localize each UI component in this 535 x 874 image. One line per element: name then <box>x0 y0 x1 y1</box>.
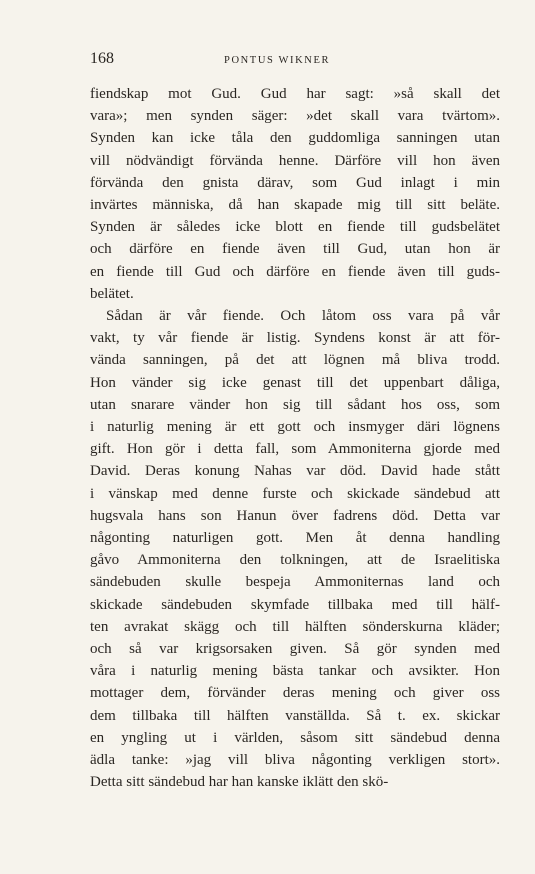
text-line: fiendskap mot Gud. Gud har sagt: »så skall det <box>90 86 500 102</box>
text-line: ten avrakat skägg och till hälften sönderskurna kläder; <box>90 618 500 635</box>
text-line: vända sanningen, på det att lögnen må bliva trodd. <box>90 352 500 369</box>
text-line: förvända den gnista därav, som Gud inlagt i min <box>90 174 500 191</box>
text-line: och därföre en fiende även till Gud, utan hon är <box>90 241 500 258</box>
text-line: någonting naturligen gott. Men åt denna handling <box>90 530 500 547</box>
text-line: hugsvala hans son Hanun över fadrens död. Detta var <box>90 507 500 524</box>
text-line: vakt, ty vår fiende är listig. Syndens konst är att för- <box>90 330 500 347</box>
text-line: och så var krigsorsaken given. Så gör synden med <box>90 641 500 658</box>
page-header <box>90 50 505 68</box>
text-line: Sådan är vår fiende. Och låtom oss vara på vår <box>106 308 500 325</box>
text-line: en fiende till Gud och därföre en fiende även till guds- <box>90 263 500 280</box>
text-line: Detta sitt sändebud har han kanske iklätt den skö- <box>90 774 389 791</box>
text-line: i vänskap med denne furste och skickade sändebud att <box>90 485 500 502</box>
paragraph <box>90 83 500 305</box>
text-line: en yngling ut i världen, såsom sitt sändebud denna <box>90 729 500 746</box>
text-line: våra i naturlig mening bästa tankar och avsikter. Hon <box>90 663 500 680</box>
running-head: PONTUS WIKNER <box>224 55 331 66</box>
text-line: skickade sändebuden skymfade tillbaka med till hälf- <box>90 596 500 613</box>
text-line: dem tillbaka till hälften vanställda. Så t. ex. skickar <box>90 707 500 724</box>
paragraph <box>90 305 500 793</box>
text-line: vara»; men synden säger: »det skall vara tvärtom». <box>90 108 500 125</box>
text-line: utan snarare vänder hon sig till sådant hos oss, som <box>90 396 500 413</box>
body-text <box>90 83 500 794</box>
text-line: vill nödvändigt förvända henne. Därföre vill hon även <box>90 152 500 169</box>
text-line: sändebuden skulle bespeja Ammoniternas land och <box>90 574 500 591</box>
text-line: belätet. <box>90 285 134 302</box>
text-line: Synden kan icke tåla den guddomliga sanningen utan <box>90 130 500 147</box>
text-line: gåvo Ammoniterna den tolkningen, att de Israelitiska <box>90 552 500 569</box>
page-number: 168 <box>90 50 114 67</box>
text-line: Synden är således icke blott en fiende till gudsbelätet <box>90 219 500 236</box>
text-line: invärtes människa, då han skapade mig till sitt beläte. <box>90 197 500 214</box>
text-line: gift. Hon gör i detta fall, som Ammoniterna gjorde med <box>90 441 500 458</box>
text-line: ädla tanke: »jag vill bliva någonting verkligen stort». <box>90 752 500 769</box>
text-line: David. Deras konung Nahas var död. David hade stått <box>90 463 500 480</box>
text-line: i naturlig mening är ett gott och insmyger däri lögnens <box>90 419 500 436</box>
text-line: Hon vänder sig icke genast till det uppenbart dåliga, <box>90 374 500 391</box>
text-line: mottager dem, förvänder deras mening och giver oss <box>90 685 500 702</box>
